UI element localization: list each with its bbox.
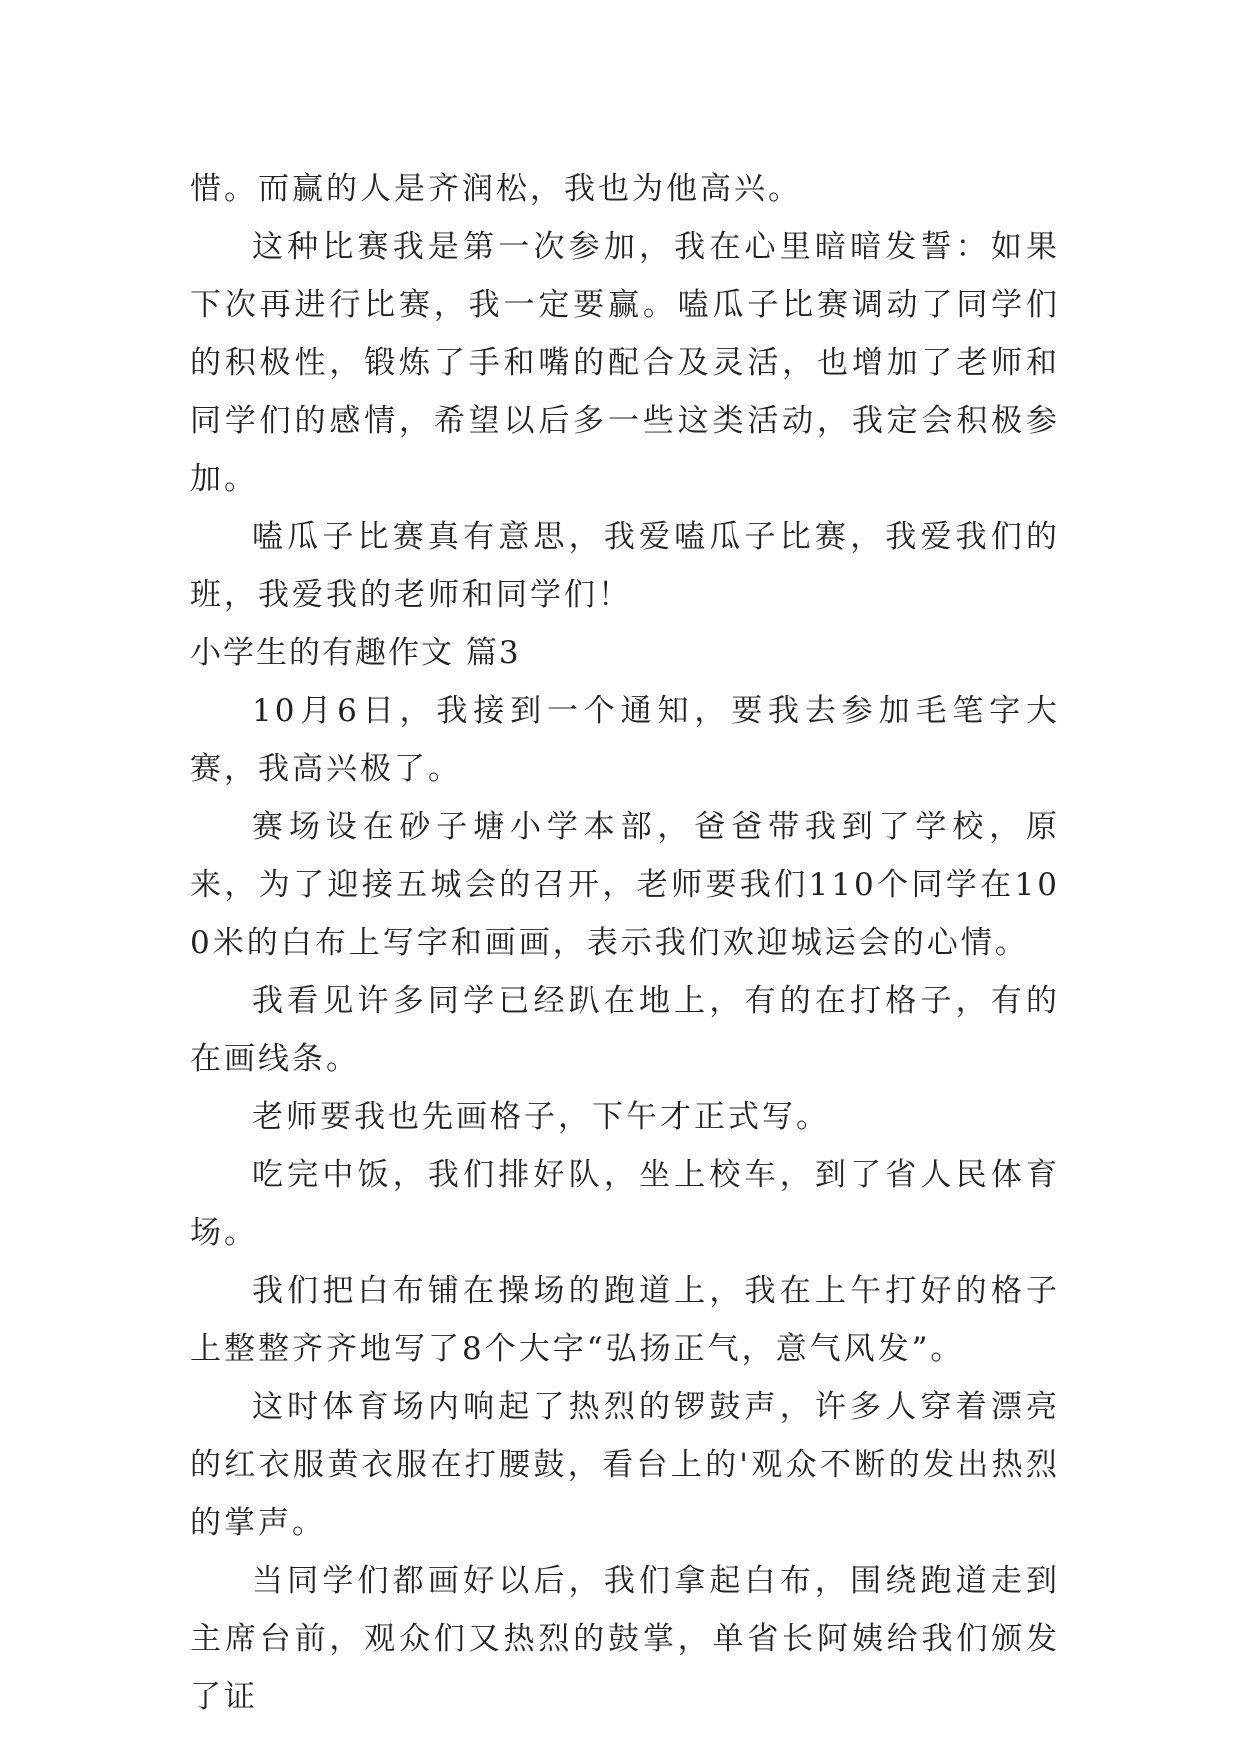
paragraph: 我看见许多同学已经趴在地上，有的在打格子，有的在画线条。 [190, 983, 1060, 1077]
paragraph: 嗑瓜子比赛真有意思，我爱嗑瓜子比赛，我爱我们的班，我爱我的老师和同学们！ [190, 519, 1060, 613]
paragraph: 10月6日，我接到一个通知，要我去参加毛笔字大赛，我高兴极了。 [190, 693, 1060, 787]
document-body [190, 160, 1060, 1726]
paragraph: 当同学们都画好以后，我们拿起白布，围绕跑道走到主席台前，观众们又热烈的鼓掌，单省长阿姨给我们颁发了证 [190, 1563, 1060, 1715]
paragraph: 这时体育场内响起了热烈的锣鼓声，许多人穿着漂亮的红衣服黄衣服在打腰鼓，看台上的'观众不断的发出热烈的掌声。 [190, 1389, 1060, 1541]
section-heading: 小学生的有趣作文 篇3 [190, 635, 521, 671]
paragraph: 我们把白布铺在操场的跑道上，我在上午打好的格子上整整齐齐地写了8个大字“弘扬正气，意气风发”。 [190, 1273, 1060, 1367]
paragraph: 赛场设在砂子塘小学本部，爸爸带我到了学校，原来，为了迎接五城会的召开，老师要我们110个同学在100米的白布上写字和画画，表示我们欢迎城运会的心情。 [190, 809, 1060, 961]
paragraph: 老师要我也先画格子，下午才正式写。 [252, 1099, 830, 1135]
paragraph: 吃完中饭，我们排好队，坐上校车，到了省人民体育场。 [190, 1157, 1060, 1251]
paragraph-continuation: 惜。而赢的人是齐润松，我也为他高兴。 [190, 171, 802, 207]
paragraph: 这种比赛我是第一次参加，我在心里暗暗发誓：如果下次再进行比赛，我一定要赢。嗑瓜子比赛调动了同学们的积极性，锻炼了手和嘴的配合及灵活，也增加了老师和同学们的感情，希望以后多一些这类活动，我定会积极参加。 [190, 229, 1060, 497]
